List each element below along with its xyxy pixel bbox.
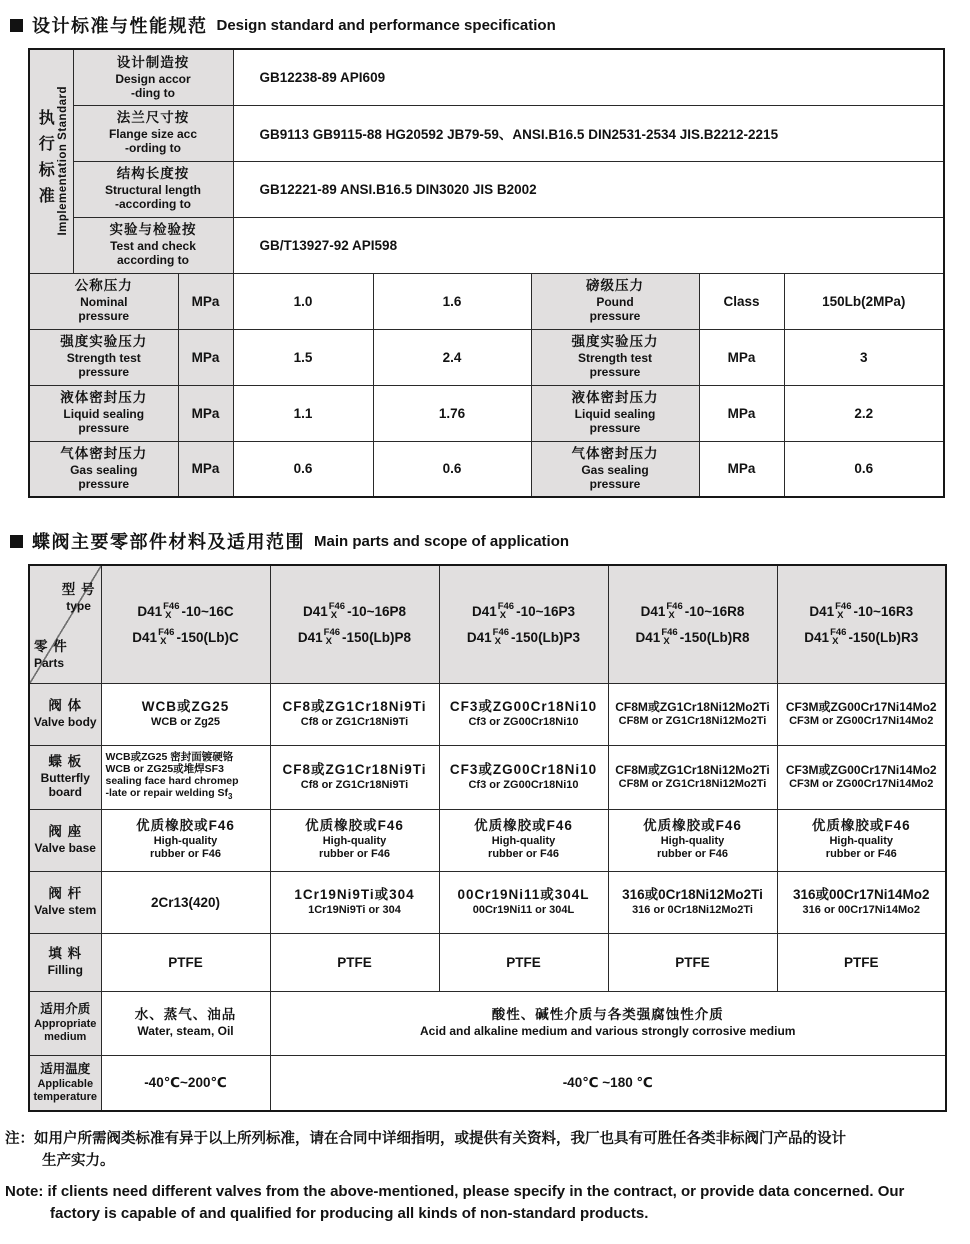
cell-en: CF8M or ZG1Cr18Ni12Mo2Ti <box>618 714 767 727</box>
label-zh: 蝶 板 <box>48 754 83 770</box>
model-sup: F46 <box>328 600 346 612</box>
corner-parts <box>34 639 68 670</box>
pressure-label-gas-right <box>531 441 699 497</box>
model-prefix: D41 <box>466 629 492 645</box>
label-en: -ording to <box>125 141 181 156</box>
pressure-row-strength <box>29 329 944 385</box>
note-en-line1: Note: if clients need different valves from the above-mentioned, please specify in the contract, or provide data concerned. Our <box>5 1182 905 1200</box>
model-line <box>104 602 268 621</box>
label-en: -ding to <box>131 85 175 100</box>
unit-cell: MPa <box>178 329 233 385</box>
label-en: -according to <box>114 197 191 212</box>
implementation-standard-en: Implementation Standard <box>57 86 70 237</box>
label-en: pressure <box>78 365 130 380</box>
valve-body-cell <box>270 683 439 745</box>
model-sub: X <box>668 610 675 622</box>
cell-en: High-quality <box>153 834 218 847</box>
label-en: Butterfly <box>40 771 90 786</box>
cell-en: Cf3 or ZG00Cr18Ni10 <box>468 715 579 728</box>
cell-en: 1Cr19Ni9Ti or 304 <box>308 903 401 916</box>
valve-base-cell <box>608 809 777 871</box>
valve-body-cell <box>439 683 608 745</box>
model-sub: X <box>837 610 844 622</box>
butterfly-board-label <box>29 745 101 809</box>
model-stack <box>324 628 340 647</box>
temperature-row <box>29 1055 946 1111</box>
model-prefix: D41 <box>297 629 323 645</box>
section2-title-en: Main parts and scope of application <box>314 532 570 550</box>
section1-title <box>10 12 970 38</box>
cell-zh: 00Cr19Ni11或304L <box>457 886 590 902</box>
model-sup: F46 <box>158 626 175 638</box>
unit-cell: MPa <box>699 441 784 497</box>
cell-zh: 优质橡胶或F46 <box>474 817 573 833</box>
temperature-cell-merged: -40℃ ~180 ℃ <box>270 1055 946 1111</box>
model-suffix: -10~16C <box>181 603 234 619</box>
model-line <box>273 628 437 647</box>
cell-zh: 优质橡胶或F46 <box>136 817 235 833</box>
cell-line: -late or repair welding $Sf_3$ <box>105 787 233 802</box>
label-en: Liquid sealing <box>63 407 145 422</box>
row-label-test <box>73 217 233 273</box>
model-suffix: -10~16R8 <box>684 603 745 619</box>
cell-en: Acid and alkaline medium and various strongly corrosive medium <box>420 1023 796 1038</box>
label-en: Liquid sealing <box>574 407 656 422</box>
model-suffix: -10~16P3 <box>516 603 576 619</box>
model-prefix: D41 <box>471 603 497 619</box>
label-en: pressure <box>78 477 130 492</box>
unit-cell: MPa <box>178 273 233 329</box>
label-zh: 结构长度按 <box>116 166 190 182</box>
valve-base-cell <box>270 809 439 871</box>
cell-en: rubber or F46 <box>319 848 390 861</box>
temperature-label <box>29 1055 101 1111</box>
valve-stem-cell: 2Cr13(420) <box>101 871 270 933</box>
label-en: according to <box>116 253 189 268</box>
cell-en: WCB or Zg25 <box>150 715 221 728</box>
label-en: Strength test <box>577 351 652 366</box>
model-suffix: -150(Lb)C <box>176 629 239 645</box>
label-zh: 阀 座 <box>48 824 83 840</box>
section2-title <box>10 528 970 554</box>
filling-label <box>29 933 101 991</box>
value-cell: 1.76 <box>373 385 531 441</box>
type-model-cell <box>777 565 946 683</box>
label-en: pressure <box>589 477 641 492</box>
butterfly-board-cell <box>101 745 270 809</box>
value-cell: 1.6 <box>373 273 531 329</box>
label-en: pressure <box>589 309 641 324</box>
section2-title-zh: 蝶阀主要零部件材料及适用范围 <box>32 532 305 552</box>
value-cell: 0.6 <box>784 441 944 497</box>
pressure-row-gas <box>29 441 944 497</box>
label-en: Nominal <box>80 295 128 310</box>
valve-stem-row <box>29 871 946 933</box>
medium-cell-acid <box>270 991 946 1055</box>
value-cell: 2.2 <box>784 385 944 441</box>
cell-en: 316 or 00Cr17Ni14Mo2 <box>802 903 920 916</box>
valve-stem-cell <box>777 871 946 933</box>
model-suffix: -10~16R3 <box>853 603 914 619</box>
model-stack <box>163 602 179 621</box>
label-en: Valve stem <box>34 903 97 918</box>
model-sub: X <box>494 636 502 648</box>
label-en: Design accor <box>115 71 191 86</box>
valve-stem-cell <box>608 871 777 933</box>
model-sup: F46 <box>323 626 341 638</box>
type-model-cell <box>439 565 608 683</box>
cell-zh: CF8M或ZG1Cr18Ni12Mo2Ti <box>615 762 770 777</box>
label-zh: 气体密封压力 <box>60 446 148 462</box>
model-prefix: D41 <box>137 603 163 619</box>
corner-type-en: type <box>66 598 91 613</box>
cell-zh: CF8M或ZG1Cr18Ni12Mo2Ti <box>615 699 770 714</box>
model-stack <box>158 628 174 647</box>
label-zh: 适用温度 <box>40 1061 91 1076</box>
label-zh: 阀 体 <box>48 698 83 714</box>
type-model-cell <box>608 565 777 683</box>
label-zh: 实验与检验按 <box>109 222 197 238</box>
standard-value-flange: GB9113 GB9115-88 HG20592 JB79-59、ANSI.B16.5 DIN2531-2534 JIS.B2212-2215 <box>233 105 944 161</box>
note-block <box>5 1128 970 1226</box>
valve-body-label <box>29 683 101 745</box>
row-label-flange <box>73 105 233 161</box>
standard-value-test: GB/T13927-92 API598 <box>233 217 944 273</box>
filling-cell: PTFE <box>439 933 608 991</box>
label-en: Pound <box>596 295 634 310</box>
cell-zh: CF3M或ZG00Cr17Ni14Mo2 <box>785 699 937 714</box>
cell-en: Cf8 or ZG1Cr18Ni9Ti <box>300 778 409 791</box>
pressure-row-nominal <box>29 273 944 329</box>
valve-stem-cell <box>439 871 608 933</box>
medium-cell-water <box>101 991 270 1055</box>
cell-zh: CF3M或ZG00Cr17Ni14Mo2 <box>785 762 937 777</box>
label-zh: 强度实验压力 <box>571 334 659 350</box>
medium-label <box>29 991 101 1055</box>
unit-cell: MPa <box>178 385 233 441</box>
label-en: board <box>48 785 82 800</box>
label-en: Appropriate <box>34 1017 97 1030</box>
model-suffix: -150(Lb)R3 <box>848 629 919 645</box>
label-en: Filling <box>47 963 83 978</box>
model-sup: F46 <box>661 626 678 638</box>
note-zh-line1: 注：如用户所需阀类标准有异于以上所列标准，请在合同中详细指明，或提供有关资料，我厂也具有可胜任各类非标阀门产品的设计 <box>5 1131 846 1147</box>
label-zh: 强度实验压力 <box>60 334 148 350</box>
section-bullet-icon <box>10 535 23 548</box>
standard-row-flange <box>29 105 944 161</box>
cell-en: 00Cr19Ni11 or 304L <box>472 903 575 916</box>
butterfly-board-cell <box>777 745 946 809</box>
cell-en: rubber or F46 <box>488 848 559 861</box>
model-line <box>780 628 944 647</box>
label-en: Applicable <box>37 1077 94 1090</box>
filling-cell: PTFE <box>270 933 439 991</box>
filling-cell: PTFE <box>777 933 946 991</box>
cell-en: Cf8 or ZG1Cr18Ni9Ti <box>300 715 409 728</box>
unit-cell: MPa <box>699 385 784 441</box>
label-en: pressure <box>78 309 130 324</box>
sub-3: 3 <box>228 792 233 802</box>
model-sup: F46 <box>835 600 852 612</box>
value-cell: 1.0 <box>233 273 373 329</box>
model-stack <box>666 602 682 621</box>
value-cell: 1.5 <box>233 329 373 385</box>
valve-base-row <box>29 809 946 871</box>
valve-base-cell <box>777 809 946 871</box>
model-sub: X <box>663 636 670 648</box>
cell-en: High-quality <box>829 834 894 847</box>
cell-zh: 水、蒸气、油品 <box>134 1007 237 1023</box>
valve-stem-cell <box>270 871 439 933</box>
cell-en: High-quality <box>322 834 387 847</box>
model-sub: X <box>325 636 333 648</box>
value-cell: 3 <box>784 329 944 385</box>
temperature-cell-left: -40℃~200℃ <box>101 1055 270 1111</box>
unit-cell: Class <box>699 273 784 329</box>
corner-type-zh: 型 号 <box>61 582 96 597</box>
cell-en: CF3M or ZG00Cr17Ni14Mo2 <box>789 714 934 727</box>
model-line <box>442 628 606 647</box>
pressure-label-gas <box>29 441 178 497</box>
label-zh: 适用介质 <box>40 1002 91 1017</box>
model-line <box>442 602 606 621</box>
type-header-row <box>29 565 946 683</box>
cell-en: rubber or F46 <box>150 848 221 861</box>
model-sup: F46 <box>830 626 847 638</box>
cell-en: rubber or F46 <box>825 848 897 861</box>
model-stack <box>661 628 677 647</box>
model-sub: X <box>499 610 507 622</box>
valve-body-cell <box>777 683 946 745</box>
label-en: pressure <box>78 421 130 436</box>
butterfly-board-cell <box>608 745 777 809</box>
cell-en: Cf3 or ZG00Cr18Ni10 <box>468 778 579 791</box>
pressure-label-strength <box>29 329 178 385</box>
label-en: Structural length <box>104 183 201 198</box>
cell-zh: 316或0Cr18Ni12Mo2Ti <box>622 886 763 902</box>
pressure-label-nominal <box>29 273 178 329</box>
label-zh: 法兰尺寸按 <box>116 110 190 126</box>
label-zh: 填 料 <box>48 946 83 962</box>
model-line <box>104 628 268 647</box>
label-zh: 阀 杆 <box>48 886 83 902</box>
model-sub: X <box>832 636 839 648</box>
unit-cell: MPa <box>178 441 233 497</box>
label-zh: 设计制造按 <box>116 54 190 70</box>
model-stack <box>830 628 846 647</box>
cell-zh: 优质橡胶或F46 <box>305 817 404 833</box>
label-zh: 磅级压力 <box>586 278 644 294</box>
pressure-label-liquid-right <box>531 385 699 441</box>
label-en: Valve base <box>34 841 96 856</box>
model-line <box>273 602 437 621</box>
standard-value-length: GB12221-89 ANSI.B16.5 DIN3020 JIS B2002 <box>233 161 944 217</box>
section-bullet-icon <box>10 19 23 32</box>
cell-en: 316 or 0Cr18Ni12Mo2Ti <box>632 903 753 916</box>
unit-cell: MPa <box>699 329 784 385</box>
label-zh: 液体密封压力 <box>60 390 148 406</box>
cell-zh: WCB或ZG25 <box>141 698 230 714</box>
model-stack <box>329 602 345 621</box>
label-zh: 气体密封压力 <box>571 446 659 462</box>
label-en: Strength test <box>66 351 141 366</box>
butterfly-board-cell <box>439 745 608 809</box>
cell-en: rubber or F46 <box>657 848 728 861</box>
model-line <box>611 602 775 621</box>
model-prefix: D41 <box>640 603 666 619</box>
model-suffix: -10~16P8 <box>347 603 407 619</box>
cell-zh: 优质橡胶或F46 <box>811 817 911 833</box>
cell-line: sealing face hard chromep <box>105 775 239 788</box>
cell-en: High-quality <box>660 834 725 847</box>
label-zh: 液体密封压力 <box>571 390 659 406</box>
label-en: Valve body <box>33 715 97 730</box>
label-en: temperature <box>33 1090 98 1103</box>
pressure-label-strength-right <box>531 329 699 385</box>
label-en: medium <box>44 1030 87 1043</box>
filling-row <box>29 933 946 991</box>
note-zh-line2: 生产实力。 <box>42 1153 115 1170</box>
cell-zh: 316或00Cr17Ni14Mo2 <box>792 886 930 902</box>
model-prefix: D41 <box>804 629 830 645</box>
cell-line: WCB或ZG25 密封面镀硬铬 <box>105 751 234 764</box>
standard-row-test <box>29 217 944 273</box>
spec-table <box>28 48 945 498</box>
corner-parts-zh: 零 件 <box>34 639 68 655</box>
pressure-label-liquid <box>29 385 178 441</box>
label-en: pressure <box>589 365 641 380</box>
model-prefix: D41 <box>132 629 158 645</box>
valve-body-cell <box>101 683 270 745</box>
implementation-standard-header <box>29 49 73 273</box>
label-en: Test and check <box>110 239 196 254</box>
cell-en: Water, steam, Oil <box>137 1023 234 1038</box>
label-en: pressure <box>589 421 641 436</box>
cell-zh: CF8或ZG1Cr18Ni9Ti <box>282 698 427 714</box>
filling-cell: PTFE <box>608 933 777 991</box>
parts-table <box>28 564 947 1112</box>
corner-parts-en: Parts <box>34 656 65 671</box>
model-sup: F46 <box>497 600 515 612</box>
model-prefix: D41 <box>809 603 835 619</box>
label-zh: 公称压力 <box>74 278 133 294</box>
cell-zh: 优质橡胶或F46 <box>643 817 742 833</box>
row-label-length <box>73 161 233 217</box>
value-cell: 0.6 <box>233 441 373 497</box>
label-en: Flange size acc <box>108 127 198 142</box>
cell-en: High-quality <box>491 834 556 847</box>
model-sup: F46 <box>492 626 510 638</box>
label-en: Gas sealing <box>581 463 649 478</box>
value-cell: 1.1 <box>233 385 373 441</box>
standard-row-design <box>29 49 944 105</box>
model-sup: F46 <box>666 600 683 612</box>
medium-row <box>29 991 946 1055</box>
model-stack <box>835 602 851 621</box>
model-suffix: -150(Lb)P8 <box>342 629 412 645</box>
value-cell: 2.4 <box>373 329 531 385</box>
butterfly-board-row <box>29 745 946 809</box>
label-en: Gas sealing <box>70 463 138 478</box>
value-cell: 0.6 <box>373 441 531 497</box>
valve-body-row <box>29 683 946 745</box>
model-suffix: -150(Lb)R8 <box>679 629 750 645</box>
model-suffix: -150(Lb)P3 <box>511 629 581 645</box>
cell-zh: CF8或ZG1Cr18Ni9Ti <box>282 761 427 777</box>
cell-zh: CF3或ZG00Cr18Ni10 <box>449 698 598 714</box>
cell-en: CF3M or ZG00Cr17Ni14Mo2 <box>789 777 934 790</box>
value-cell: 150Lb(2MPa) <box>784 273 944 329</box>
cell-zh: 酸性、碱性介质与各类强腐蚀性介质 <box>491 1007 724 1023</box>
implementation-standard-wrap <box>32 86 71 236</box>
note-en-line2: factory is capable of and qualified for producing all kinds of non-standard products. <box>50 1205 649 1223</box>
cell-line: WCB or ZG25或堆焊SF3 <box>105 763 224 776</box>
butterfly-board-cell <box>270 745 439 809</box>
valve-base-cell <box>439 809 608 871</box>
model-sup: F46 <box>163 600 180 612</box>
row-label-design <box>73 49 233 105</box>
type-model-cell <box>270 565 439 683</box>
model-sub: X <box>330 610 338 622</box>
section1-title-zh: 设计标准与性能规范 <box>32 16 208 36</box>
model-line <box>780 602 944 621</box>
cell-zh: CF3或ZG00Cr18Ni10 <box>449 761 598 777</box>
model-line <box>611 628 775 647</box>
valve-stem-label <box>29 871 101 933</box>
model-stack <box>493 628 509 647</box>
implementation-standard-zh: 执行标准 <box>36 109 54 214</box>
model-sub: X <box>165 610 172 622</box>
section1-title-en: Design standard and performance specification <box>216 16 556 34</box>
cell-zh: 1Cr19Ni9Ti或304 <box>294 886 415 902</box>
valve-base-label <box>29 809 101 871</box>
standard-value-design: GB12238-89 API609 <box>233 49 944 105</box>
valve-body-cell <box>608 683 777 745</box>
type-parts-corner-cell <box>29 565 101 683</box>
model-prefix: D41 <box>302 603 328 619</box>
corner-type <box>62 582 96 613</box>
cell-en: CF8M or ZG1Cr18Ni12Mo2Ti <box>618 777 767 790</box>
filling-cell: PTFE <box>101 933 270 991</box>
pressure-label-pound <box>531 273 699 329</box>
pressure-row-liquid <box>29 385 944 441</box>
model-sub: X <box>160 636 167 648</box>
model-stack <box>498 602 514 621</box>
model-prefix: D41 <box>635 629 661 645</box>
valve-base-cell <box>101 809 270 871</box>
type-model-cell <box>101 565 270 683</box>
standard-row-length <box>29 161 944 217</box>
